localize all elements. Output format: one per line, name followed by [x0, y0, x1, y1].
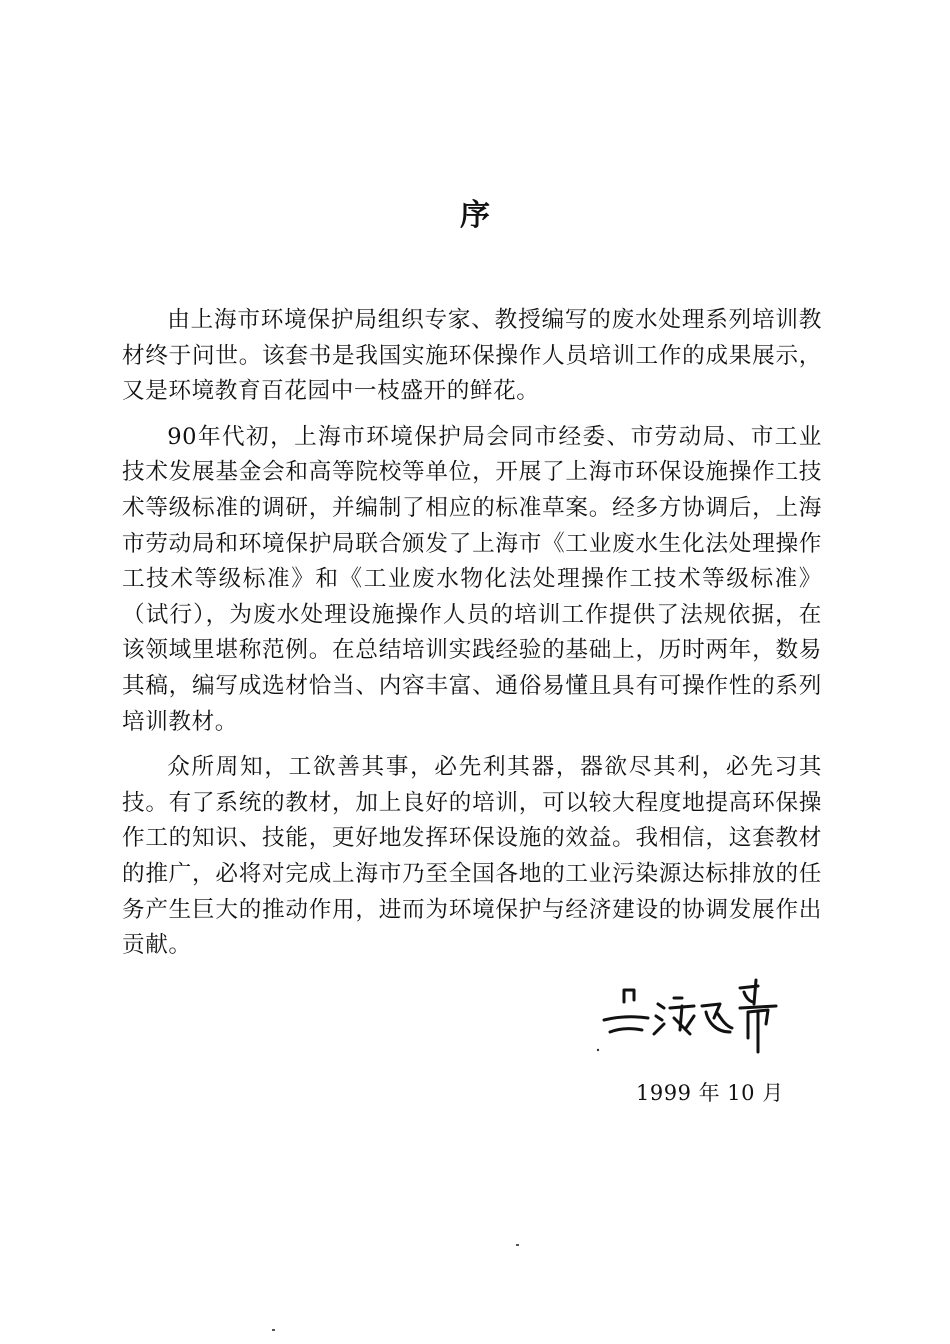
page-title: 序 — [460, 198, 490, 233]
paragraph-1: 由上海市环境保护局组织专家、教授编写的废水处理系列培训教材终于问世。该套书是我国实施环保操作人员培训工作的成果展示，又是环境教育百花园中一枝盛开的鲜花。 — [122, 307, 822, 405]
preface-body — [122, 303, 822, 974]
date-line: 1999 年 10 月 — [636, 1081, 784, 1105]
paragraph-2: 90年代初，上海市环境保护局会同市经委、市劳动局、市工业技术发展基金会和高等院校等单位，开展了上海市环保设施操作工技术等级标准的调研，并编制了相应的标准草案。经多方协调后，上海市劳动局和环境保护局联合颁发了上海市《工业废水生化法处理操作工技术等级标准》和《工业废水物化法处理操作工技术等级标准》（试行），为废水处理设施操作人员的培训工作提供了法规依据，在该领域里堪称范例。在总结培训实践经验的基础上，历时两年，数易其稿，编写成选材恰当、内容丰富、通俗易懂且具有可操作性的系列培训教材。 — [122, 423, 822, 735]
handwritten-signature — [590, 978, 790, 1058]
scan-speck — [272, 1329, 275, 1331]
scan-speck — [516, 1244, 519, 1246]
paragraph-3: 众所周知，工欲善其事，必先利其器，器欲尽其利，必先习其技。有了系统的教材，加上良好的培训，可以较大程度地提高环保操作工的知识、技能，更好地发挥环保设施的效益。我相信，这套教材的推广，必将对完成上海市乃至全国各地的工业污染源达标排放的任务产生巨大的推动作用，进而为环境保护与经济建设的协调发展作出贡献。 — [122, 754, 822, 959]
